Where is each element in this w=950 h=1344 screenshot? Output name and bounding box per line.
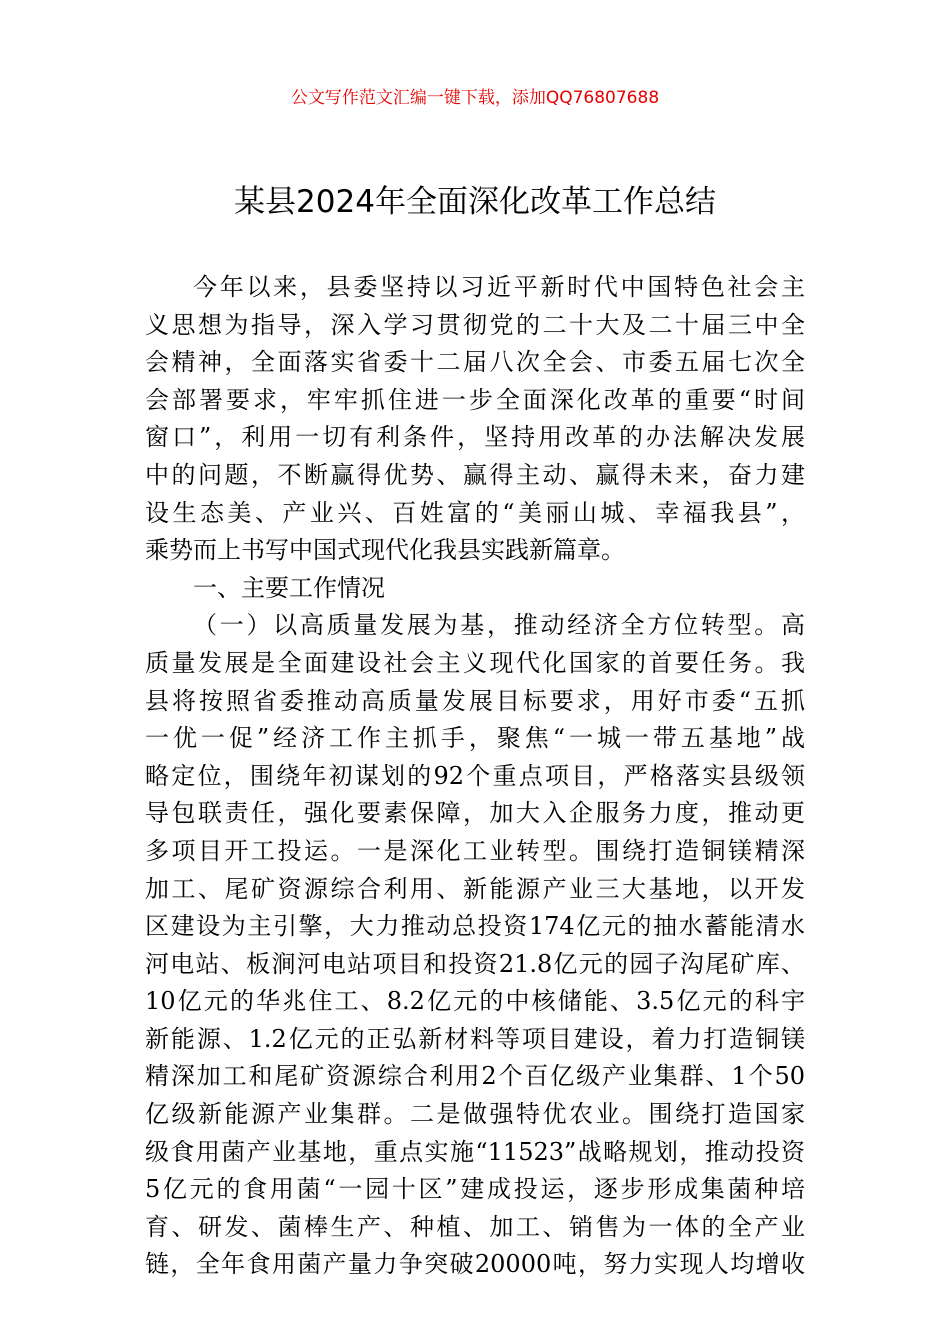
- paragraph-line: 育、研发、菌棒生产、种植、加工、销售为一体的全产业: [145, 1212, 805, 1241]
- paragraph-line: 河电站、板涧河电站项目和投资21.8亿元的园子沟尾矿库、: [145, 949, 805, 978]
- paragraph-line: 义思想为指导，深入学习贯彻党的二十大及二十届三中全: [145, 310, 805, 339]
- paragraph-line: 亿级新能源产业集群。二是做强特优农业。围绕打造国家: [145, 1100, 805, 1129]
- paragraph-line: 10亿元的华兆住工、8.2亿元的中核储能、3.5亿元的科宇: [145, 987, 805, 1016]
- paragraph-line: 会部署要求，牢牢抓住进一步全面深化改革的重要“时间: [145, 385, 805, 414]
- paragraph-line: 区建设为主引擎，大力推动总投资174亿元的抽水蓄能清水: [145, 912, 805, 941]
- section-heading: 一、主要工作情况: [193, 573, 385, 602]
- paragraph-line: 级食用菌产业基地，重点实施“11523”战略规划，推动投资: [145, 1137, 805, 1166]
- paragraph-line: 导包联责任，强化要素保障，加大入企服务力度，推动更: [145, 799, 805, 828]
- document-body: [145, 269, 805, 1284]
- paragraph-line: 中的问题，不断赢得优势、赢得主动、赢得未来，奋力建: [145, 460, 805, 489]
- paragraph-line: 今年以来，县委坚持以习近平新时代中国特色社会主: [193, 273, 805, 301]
- paragraph-line: 会精神，全面落实省委十二届八次全会、市委五届七次全: [145, 348, 805, 377]
- paragraph-line: 一优一促”经济工作主抓手，聚焦“一城一带五基地”战: [145, 724, 805, 753]
- paragraph-line: 略定位，围绕年初谋划的92个重点项目，严格落实县级领: [145, 761, 805, 790]
- paragraph-line: 设生态美、产业兴、百姓富的“美丽山城、幸福我县”，: [145, 498, 805, 527]
- paragraph-line: 乘势而上书写中国式现代化我县实践新篇章。: [145, 536, 625, 565]
- paragraph-line: 县将按照省委推动高质量发展目标要求，用好市委“五抓: [145, 686, 805, 715]
- paragraph-line: 多项目开工投运。一是深化工业转型。围绕打造铜镁精深: [145, 836, 805, 865]
- paragraph-line: 窗口”，利用一切有利条件，坚持用改革的办法解决发展: [145, 423, 805, 452]
- paragraph-line: 精深加工和尾矿资源综合利用2个百亿级产业集群、1个50: [145, 1062, 805, 1091]
- paragraph-line: 5亿元的食用菌“一园十区”建成投运，逐步形成集菌种培: [145, 1175, 805, 1204]
- paragraph-line: 加工、尾矿资源综合利用、新能源产业三大基地，以开发: [145, 874, 805, 903]
- paragraph-line: 链，全年食用菌产量力争突破20000吨，努力实现人均增收: [145, 1250, 805, 1279]
- header-note: 公文写作范文汇编一键下载，添加QQ76807688: [290, 88, 660, 108]
- paragraph-line: （一）以高质量发展为基，推动经济全方位转型。高: [193, 611, 805, 640]
- document-title: 某县2024年全面深化改革工作总结: [234, 184, 716, 220]
- paragraph-line: 新能源、1.2亿元的正弘新材料等项目建设，着力打造铜镁: [145, 1024, 805, 1053]
- paragraph-line: 质量发展是全面建设社会主义现代化国家的首要任务。我: [145, 648, 805, 677]
